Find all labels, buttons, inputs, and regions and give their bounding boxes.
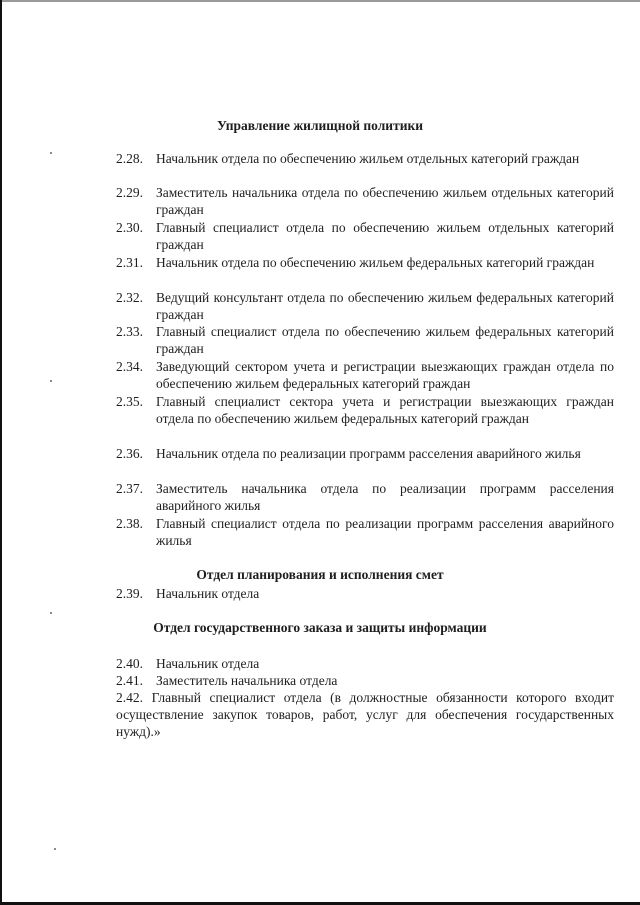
item-number: 2.29.: [116, 185, 143, 200]
item-text: Заместитель начальника отдела: [156, 673, 338, 688]
list-item-paragraph: [116, 689, 614, 740]
item-text: Главный специалист отдела по обеспечению жильем отдельных категорий граждан: [156, 220, 614, 252]
item-number: 2.42.: [116, 690, 143, 705]
item-number: 2.39.: [116, 586, 143, 601]
scan-speck: [54, 848, 56, 850]
item-number: 2.31.: [116, 255, 143, 270]
item-text: Ведущий консультант отдела по обеспечению жильем федеральных категорий граждан: [156, 290, 614, 322]
scan-border-left: [0, 0, 2, 905]
list-item: [116, 672, 614, 689]
section-heading-state-procurement: Отдел государственного заказа и защиты информации: [153, 620, 487, 635]
list-item: [116, 150, 614, 167]
item-text: Главный специалист отдела по обеспечению жильем федеральных категорий граждан: [156, 324, 614, 356]
item-text: Начальник отдела по реализации программ расселения аварийного жилья: [156, 446, 581, 461]
item-text: Главный специалист сектора учета и регистрации выезжающих граждан отдела по обеспечению жильем федеральных категорий граждан: [156, 394, 614, 426]
item-number: 2.41.: [116, 673, 143, 688]
item-text: Начальник отдела: [156, 656, 260, 671]
item-number: 2.30.: [116, 220, 143, 235]
item-number: 2.37.: [116, 481, 143, 496]
item-text: Начальник отдела по обеспечению жильем федеральных категорий граждан: [156, 255, 595, 270]
item-number: 2.38.: [116, 516, 143, 531]
list-item: [116, 655, 614, 672]
item-text: Заместитель начальника отдела по обеспечению жильем отдельных категорий граждан: [156, 185, 614, 217]
section-heading-budget-planning: Отдел планирования и исполнения смет: [196, 567, 444, 582]
item-number: 2.33.: [116, 324, 143, 339]
item-number: 2.34.: [116, 359, 143, 374]
list-item: [116, 445, 614, 462]
list-item: [116, 323, 614, 357]
list-item: [116, 289, 614, 323]
item-number: 2.40.: [116, 656, 143, 671]
item-number: 2.28.: [116, 151, 143, 166]
list-item: [116, 585, 614, 602]
item-text: Главный специалист отдела по реализации программ расселения аварийного жилья: [156, 516, 614, 548]
item-number: 2.32.: [116, 290, 143, 305]
list-item: [116, 184, 614, 218]
item-text: Начальник отдела: [156, 586, 260, 601]
item-number: 2.35.: [116, 394, 143, 409]
list-item: [116, 515, 614, 549]
scan-speck: [50, 380, 52, 382]
scan-speck: [50, 612, 52, 614]
scan-border-top: [0, 0, 640, 2]
section-heading-housing-policy: Управление жилищной политики: [216, 118, 424, 133]
list-item: [116, 254, 614, 271]
list-item: [116, 358, 614, 392]
list-item: [116, 393, 614, 427]
item-text: Заместитель начальника отдела по реализации программ расселения аварийного жилья: [156, 481, 614, 513]
item-text: Начальник отдела по обеспечению жильем отдельных категорий граждан: [156, 151, 580, 166]
scan-speck: [50, 152, 52, 154]
list-item: [116, 480, 614, 514]
item-text: Заведующий сектором учета и регистрации выезжающих граждан отдела по обеспечению жильем федеральных категорий граждан: [156, 359, 614, 391]
list-item: [116, 219, 614, 253]
item-text: Главный специалист отдела (в должностные обязанности которого входит осуществление закупок товаров, работ, услуг для обеспечения государственных нужд).»: [116, 690, 614, 739]
item-number: 2.36.: [116, 446, 143, 461]
